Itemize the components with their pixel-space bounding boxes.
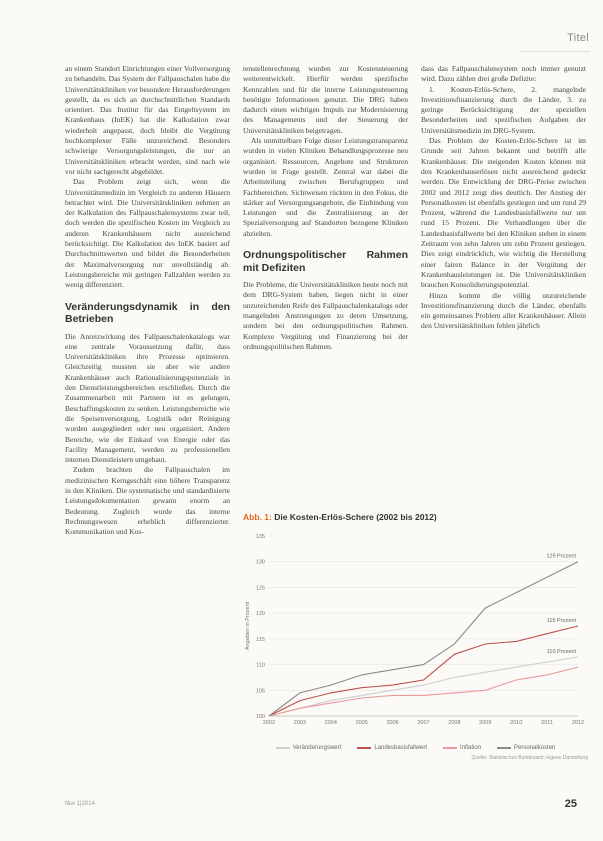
legend-item	[357, 745, 427, 751]
y-tick-label: 125	[255, 585, 265, 592]
legend-label: Landesbasisfallwert	[374, 745, 428, 751]
column-1	[65, 64, 230, 537]
x-tick-label: 2004	[324, 720, 337, 726]
section-heading: Ordnungspolitischer Rahmen mit Defiziten	[243, 249, 408, 274]
line-chart	[243, 528, 588, 738]
y-tick-label: 135	[255, 534, 265, 540]
figure-caption: Die Kosten-Erlös-Schere (2002 bis 2012)	[274, 512, 437, 522]
y-tick-label: 100	[255, 714, 265, 720]
legend-item	[443, 745, 481, 751]
paragraph: Das Problem der Kosten-Erlös-Schere ist im Grunde seit Jahren bekannt und betrifft alle Krankenhäuser. Die steigenden Kosten können mit den Krankenhauserlösen nicht ausreichend gedeckt werden. Die Entwicklung der DRG-Preise zwischen 2002 und 2012 zeigt dies deutlich. Der Anstieg der Personalkosten ist ebenfalls gestiegen und um rund 29 Prozent, während die Landesbasisfallwerte nur um rund 15 Prozent. Die Verhandlungen über die Landesbasisfallwerte bei den Kliniken stehen in einem Zeitraum von zehn Jahren um zehn Prozent gestiegen. Dies zeigt eindrücklich, wie wichtig die Herstellung einer fairen Balance in der Vergütung der Krankenhausleistungen ist. Die Universitätskliniken brauchen Konsolidierungspotenzial.	[421, 136, 586, 290]
column-2	[243, 64, 408, 352]
paragraph: Die Probleme, die Universitätskliniken heute noch mit dem DRG-System haben, liegen nicht in einer unzureichenden Reife des Fallpauschalenkatalogs oder mangelnden Anstrengungen zu deren Umsetzung, sondern bei den ordnungspolitischen Rahmen. Komplexe Vergütung und Finanzierung bei der ordnungspolitischen Rahmen.	[243, 280, 408, 351]
figure-title	[243, 512, 588, 522]
x-tick-label: 2003	[293, 720, 307, 726]
x-tick-label: 2009	[479, 720, 492, 726]
y-tick-label: 105	[255, 688, 265, 695]
end-label: 115 Prozent	[546, 618, 576, 624]
x-tick-label: 2005	[355, 720, 368, 726]
footer-issue: f&w 1|2014	[65, 801, 95, 807]
y-tick-label: 110	[256, 662, 265, 669]
y-tick-label: 115	[256, 636, 265, 643]
legend-label: Veränderungswert	[292, 745, 342, 751]
series-line	[269, 667, 578, 716]
section-heading: Veränderungsdynamik in den Betrieben	[65, 300, 230, 326]
column-3	[421, 64, 586, 332]
paragraph: tenstellenrechnung wurden zur Kostensteuerung weiterentwickelt. Hierfür werden spezifische Kennzahlen und für die interne Leistungssteuerung benötigte Informationen genutzt. Die DRG haben dadurch einen wichtigen Impuls zur Modernisierung des Managements und der Steuerung der Universitätskliniken beigetragen.	[243, 64, 408, 135]
paragraph: dass das Fallpauschalensystem noch immer genutzt wird. Dazu zählen drei große Defizite:	[421, 64, 586, 84]
legend-item	[497, 745, 555, 751]
x-tick-label: 2006	[386, 720, 399, 726]
paragraph: an einem Standort Einrichtungen einer Vollversorgung zu behandeln. Das System der Fallpauschalen habe die Universitätskliniken vor besondere Herausforderungen gestellt, da es sich an durchschnittlichen Standards orientiert. Das Institut für das Entgeltsystem im Krankenhaus (InEK) hat die Kalkulation zwar wiederholt angepasst, doch bleibt die Vergütung hochkomplexer Fälle unzureichend. Besonders schwierige Versorgungsleistungen, die nur an Universitätskliniken erbracht werden, sind nach wie vor nicht sachgerecht abgebildet.	[65, 64, 230, 176]
end-label: 129 Prozent	[546, 553, 576, 560]
x-tick-label: 2008	[448, 720, 461, 726]
figure	[243, 512, 588, 761]
figure-source: Quelle: Statistisches Bundesamt; eigene Darstellung	[471, 755, 588, 761]
series-line	[269, 657, 578, 716]
end-label: 110 Prozent	[546, 648, 576, 655]
legend-label: Inflation	[460, 745, 482, 751]
x-tick-label: 2010	[510, 720, 523, 726]
page-number: 25	[564, 798, 577, 810]
legend-swatch	[357, 747, 371, 748]
x-tick-label: 2011	[541, 720, 554, 726]
legend-swatch	[276, 747, 290, 748]
paragraph: Hinzu kommt die völlig unzureichende Investitionsfinanzierung durch die Länder, ebenfalls ein gemeinsames Problem aller Krankenhäuser. Allein den Universitätskliniken fehlen jährlich	[421, 290, 586, 331]
x-tick-label: 2002	[262, 720, 276, 726]
legend-label: Personalkosten	[514, 745, 556, 751]
chart-legend	[243, 745, 588, 751]
y-tick-label: 130	[255, 559, 265, 566]
paragraph: Die Anreizwirkung des Fallpauschalenkatalogs war eine zentrale Voraussetzung dafür, dass Universitätskliniken ihre Prozesse optimieren. Gleichzeitig mussten sie aber wie andere Krankenhäuser auch Rationalisierungspotenziale in den Dienstleistungsbereichen erschließen. Durch die Zusammenarbeit mit Partnern ist es gelungen, Beschaffungskosten zu senken. Leistungsbereiche wie die Speisenversorgung, Logistik oder Reinigung wurden ausgegliedert oder neu organisiert. Andere Bereiche, wie der Einkauf von Energie oder das Facility Management, werden zu professionellen internen Dienstleistern umgebaut.	[65, 331, 230, 465]
paragraph: Als unmittelbare Folge dieser Leistungstransparenz wurden in vielen Kliniken Behandlungsprozesse neu organisiert. Ressourcen, Angebote und Strukturen wurden in Frage gestellt. Zentral war dabei die Arbeitsteilung zwischen Berufsgruppen und Fachbereichen. Sichtweisen rückten in den Fokus, die stärker auf Versorgungsangebote, die Einbindung von Leistungen und die Zentralisierung an der Spezialversorgung auf Standorten bezogene Kliniken abzielten.	[243, 136, 408, 238]
section-tab: Titel	[567, 32, 589, 44]
legend-item	[276, 745, 342, 751]
figure-label: Abb. 1:	[243, 512, 272, 522]
paragraph: Das Problem zeigt sich, wenn die Universitätsmedizin im Vergleich zu anderen Häusern betrachtet wird. Die Universitätskliniken nehmen an der Kalkulation des Fallpauschalensystems zwar teil, doch werden die spezifischen Kosten im Vergleich zu anderen Krankenhäusern nicht ausreichend berücksichtigt. Die Kalkulation des InEK basiert auf Durchschnittswerten und bildet die Besonderheiten der Maximalversorgung nur unvollständig ab. Leistungsbereiche mit geringen Fallzahlen werden zu wenig differenziert.	[65, 177, 230, 290]
y-tick-label: 120	[255, 611, 265, 618]
series-line	[269, 626, 578, 716]
y-axis-label: Angaben in Prozent	[245, 601, 251, 651]
x-tick-label: 2007	[417, 720, 430, 726]
numbered-list: 1. Kosten-Erlös-Schere, 2. mangelnde Investitionsfinanzierung durch die Länder, 3. zu geringe Berücksichtigung der speziellen Besonderheiten und spezifischen Aufgaben der Universitätsmedizin im DRG-System.	[421, 84, 586, 135]
legend-swatch	[497, 747, 511, 748]
paragraph: Zudem brachten die Fallpauschalen im medizinischen Kerngeschäft eine höhere Transparenz in den Kliniken. Die systematische und standardisierte Leistungsdokumentation gewann enorm an Bedeutung. Zugleich wurde das interne Rechnungswesen erheblich differenzierter. Kommunikation und Kos-	[65, 465, 230, 537]
x-tick-label: 2012	[571, 720, 585, 726]
legend-swatch	[443, 747, 457, 748]
